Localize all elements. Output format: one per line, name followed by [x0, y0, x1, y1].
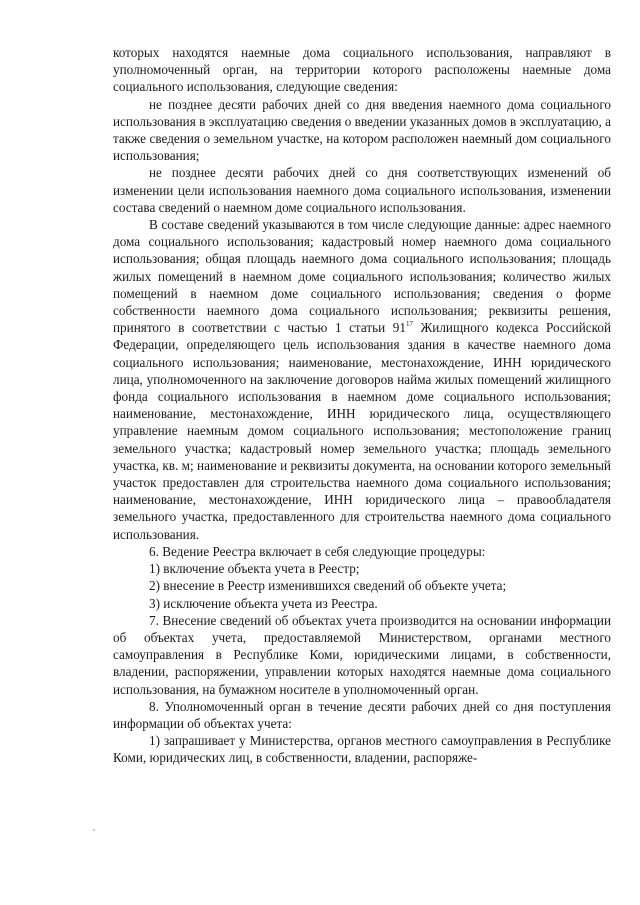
list-item-1: 1) включение объекта учета в Реестр; — [149, 561, 360, 577]
paragraph-section-7: 7. Внесение сведений об объектах учета производится на основании информации об объектах учета, предоставляемой Министерством, органами местного самоуправления в Республике Коми, юридическими лицами, в собственности, владении, распоряжении, управлении которых находятся наемные дома социального использования, на бумажном носителе в уполномоченный орган. — [113, 612, 611, 697]
list-item-2: 2) внесение в Реестр изменившихся сведений об объекте учета; — [149, 578, 507, 594]
paragraph-deadline-commissioning: не позднее десяти рабочих дней со дня введения наемного дома социального использования в эксплуатацию сведения о введении указанных домов в эксплуатацию, а также сведения о земельном участке, на котором расположен наемный дом социального использования; — [113, 96, 611, 164]
paragraph-section-6: 6. Ведение Реестра включает в себя следующие процедуры: — [149, 543, 486, 559]
paragraph-section-8-item-1: 1) запрашивает у Министерства, органов местного самоуправления в Республике Коми, юридических лиц, в собственности, владении, распоряже- — [113, 733, 611, 766]
list-item-3: 3) исключение объекта учета из Реестра. — [149, 595, 378, 611]
document-page — [113, 44, 611, 767]
data-list-text-start: В составе сведений указываются в том числе следующие данные: адрес наемного дома социального использования; кадастровый номер наемного дома социального использования; общая площадь наемного дома социального использования; площадь жилых помещений в наемном доме социального использования; количество жилых помещений в наемном доме социального использования; сведения о форме собственности наемного дома социального использования; реквизиты решения, принятого в соответствии с частью 1 статьи 91 — [113, 217, 611, 336]
data-list-text-end: Жилищного кодекса Российской Федерации, определяющего цель использования здания в качестве наемного дома социального использования; наименование, местонахождение, ИНН юридического лица, уполномоченного на заключение договоров найма жилых помещений жилищного фонда социального использования в наемном доме социального использования; наименование, местонахождение, ИНН юридического лица, осуществляющего управление наемным домом социального использования; местоположение границ земельного участка; кадастровый номер земельного участка; площадь земельного участка, кв. м; наименование и реквизиты документа, на основании которого земельный участок предоставлен для строительства наемного дома социального использования; наименование, местонахождение, ИНН юридического лица – правообладателя земельного участка, предоставленного для строительства наемного дома социального использования. — [113, 320, 611, 542]
paragraph-data-list — [113, 216, 611, 543]
scan-artifact — [93, 829, 95, 831]
paragraph-deadline-changes: не позднее десяти рабочих дней со дня соответствующих изменений об изменении цели использования наемного дома социального использования, изменении состава сведений о наемном доме социального использования. — [113, 165, 611, 215]
paragraph-continuation: которых находятся наемные дома социального использования, направляют в уполномоченный орган, на территории которого расположены наемные дома социального использования, следующие сведения: — [113, 45, 611, 95]
paragraph-section-8: 8. Уполномоченный орган в течение десяти рабочих дней со дня поступления информации об объектах учета: — [113, 698, 611, 731]
article-superscript: 17 — [405, 320, 413, 329]
